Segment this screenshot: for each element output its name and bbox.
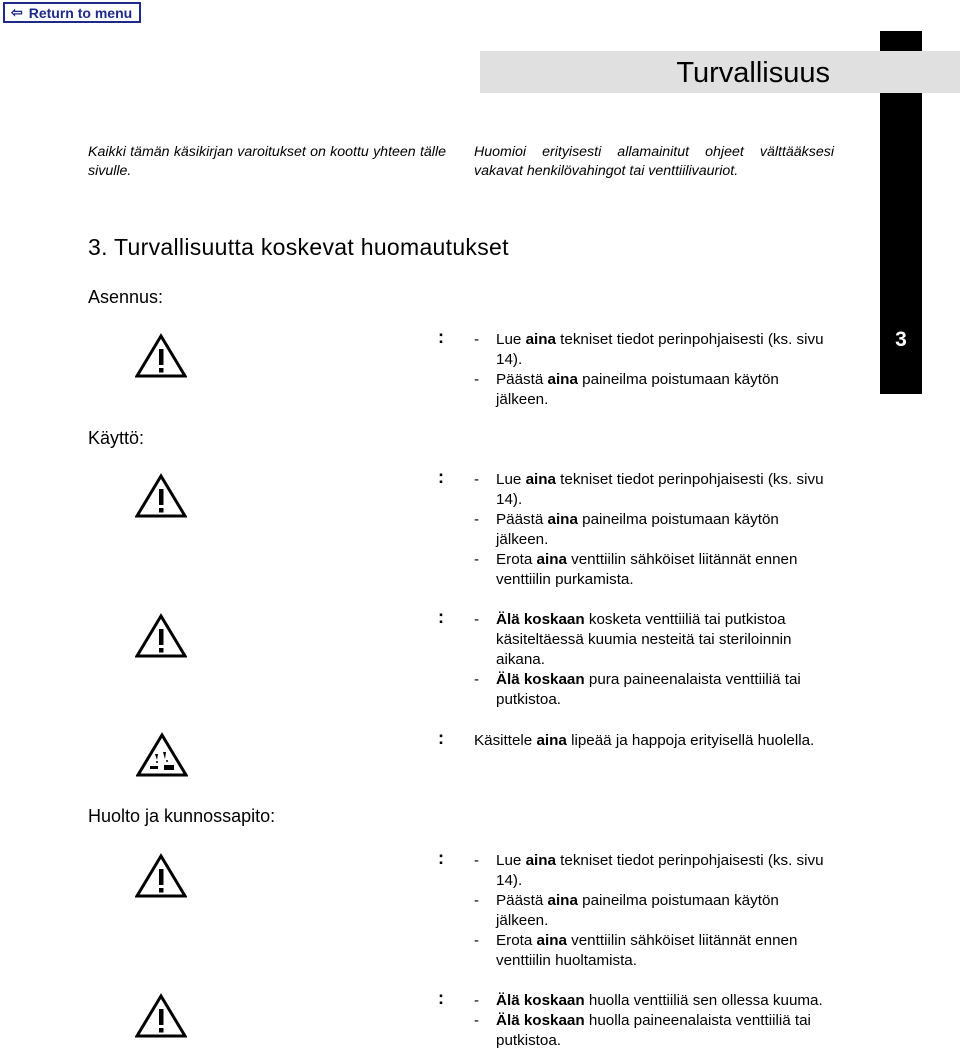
list-item: - Päästä aina paineilma poistumaan käytön jälkeen. [474,371,779,408]
warning-triangle-icon [135,853,187,899]
huolto-list-b [474,991,844,1051]
kaytto-list-b [474,610,834,710]
list-item: - Erota aina venttiilin sähköiset liitännät ennen venttiilin purkamista. [474,551,798,588]
warning-triangle-icon [135,613,187,659]
asennus-heading: Asennus: [88,287,164,307]
kaytto-heading: Käyttö: [88,428,145,448]
chapter-tab-number: 3 [895,328,907,351]
kaytto-b-colon: : [438,607,444,627]
kaytto-c-colon: : [438,728,444,748]
list-item: - Älä koskaan huolla paineenalaista venttiiliä tai putkistoa. [474,1012,811,1049]
list-item: - Lue aina tekniset tiedot perinpohjaisesti (ks. sivu 14). [474,852,824,889]
huolto-heading: Huolto ja kunnossapito: [88,806,276,826]
intro-right-text: Huomioi erityisesti allamainitut ohjeet välttääksesi vakavat henkilövahingot tai venttiilivauriot. [474,144,834,179]
list-item: - Lue aina tekniset tiedot perinpohjaisesti (ks. sivu 14). [474,331,824,368]
kaytto-c-text: Käsittele aina lipeää ja happoja erityisellä huolella. [474,732,815,749]
list-item: - Päästä aina paineilma poistumaan käytön jälkeen. [474,892,779,929]
warning-triangle-icon [135,333,187,379]
arrow-left-icon: ⇦ [11,4,23,20]
chapter-tab-top [880,31,922,51]
corrosive-hazard-icon [136,732,188,778]
section-title: 3. Turvallisuutta koskevat huomautukset [88,234,509,260]
list-item: - Lue aina tekniset tiedot perinpohjaisesti (ks. sivu 14). [474,471,824,508]
kaytto-a-colon: : [438,467,444,487]
asennus-colon: : [438,327,444,347]
warning-triangle-icon [135,993,187,1039]
return-to-menu-button[interactable] [3,2,141,23]
list-item: - Älä koskaan huolla venttiiliä sen ollessa kuuma. [474,992,823,1009]
return-to-menu-label: Return to menu [28,4,133,21]
huolto-list-a [474,851,834,971]
kaytto-list-a [474,470,834,590]
list-item: - Päästä aina paineilma poistumaan käytön jälkeen. [474,511,779,548]
intro-left-text: Kaikki tämän käsikirjan varoitukset on koottu yhteen tälle sivulle. [88,144,446,179]
list-item: - Älä koskaan kosketa venttiiliä tai putkistoa käsiteltäessä kuumia nesteitä tai steriloinnin aikana. [474,611,792,668]
list-item: - Älä koskaan pura paineenalaista venttiiliä tai putkistoa. [474,671,801,708]
page-title: Turvallisuus [676,57,830,89]
huolto-b-colon: : [438,988,444,1008]
warning-triangle-icon [135,473,187,519]
list-item: - Erota aina venttiilin sähköiset liitännät ennen venttiilin huoltamista. [474,932,798,969]
asennus-list [474,330,834,410]
huolto-a-colon: : [438,848,444,868]
